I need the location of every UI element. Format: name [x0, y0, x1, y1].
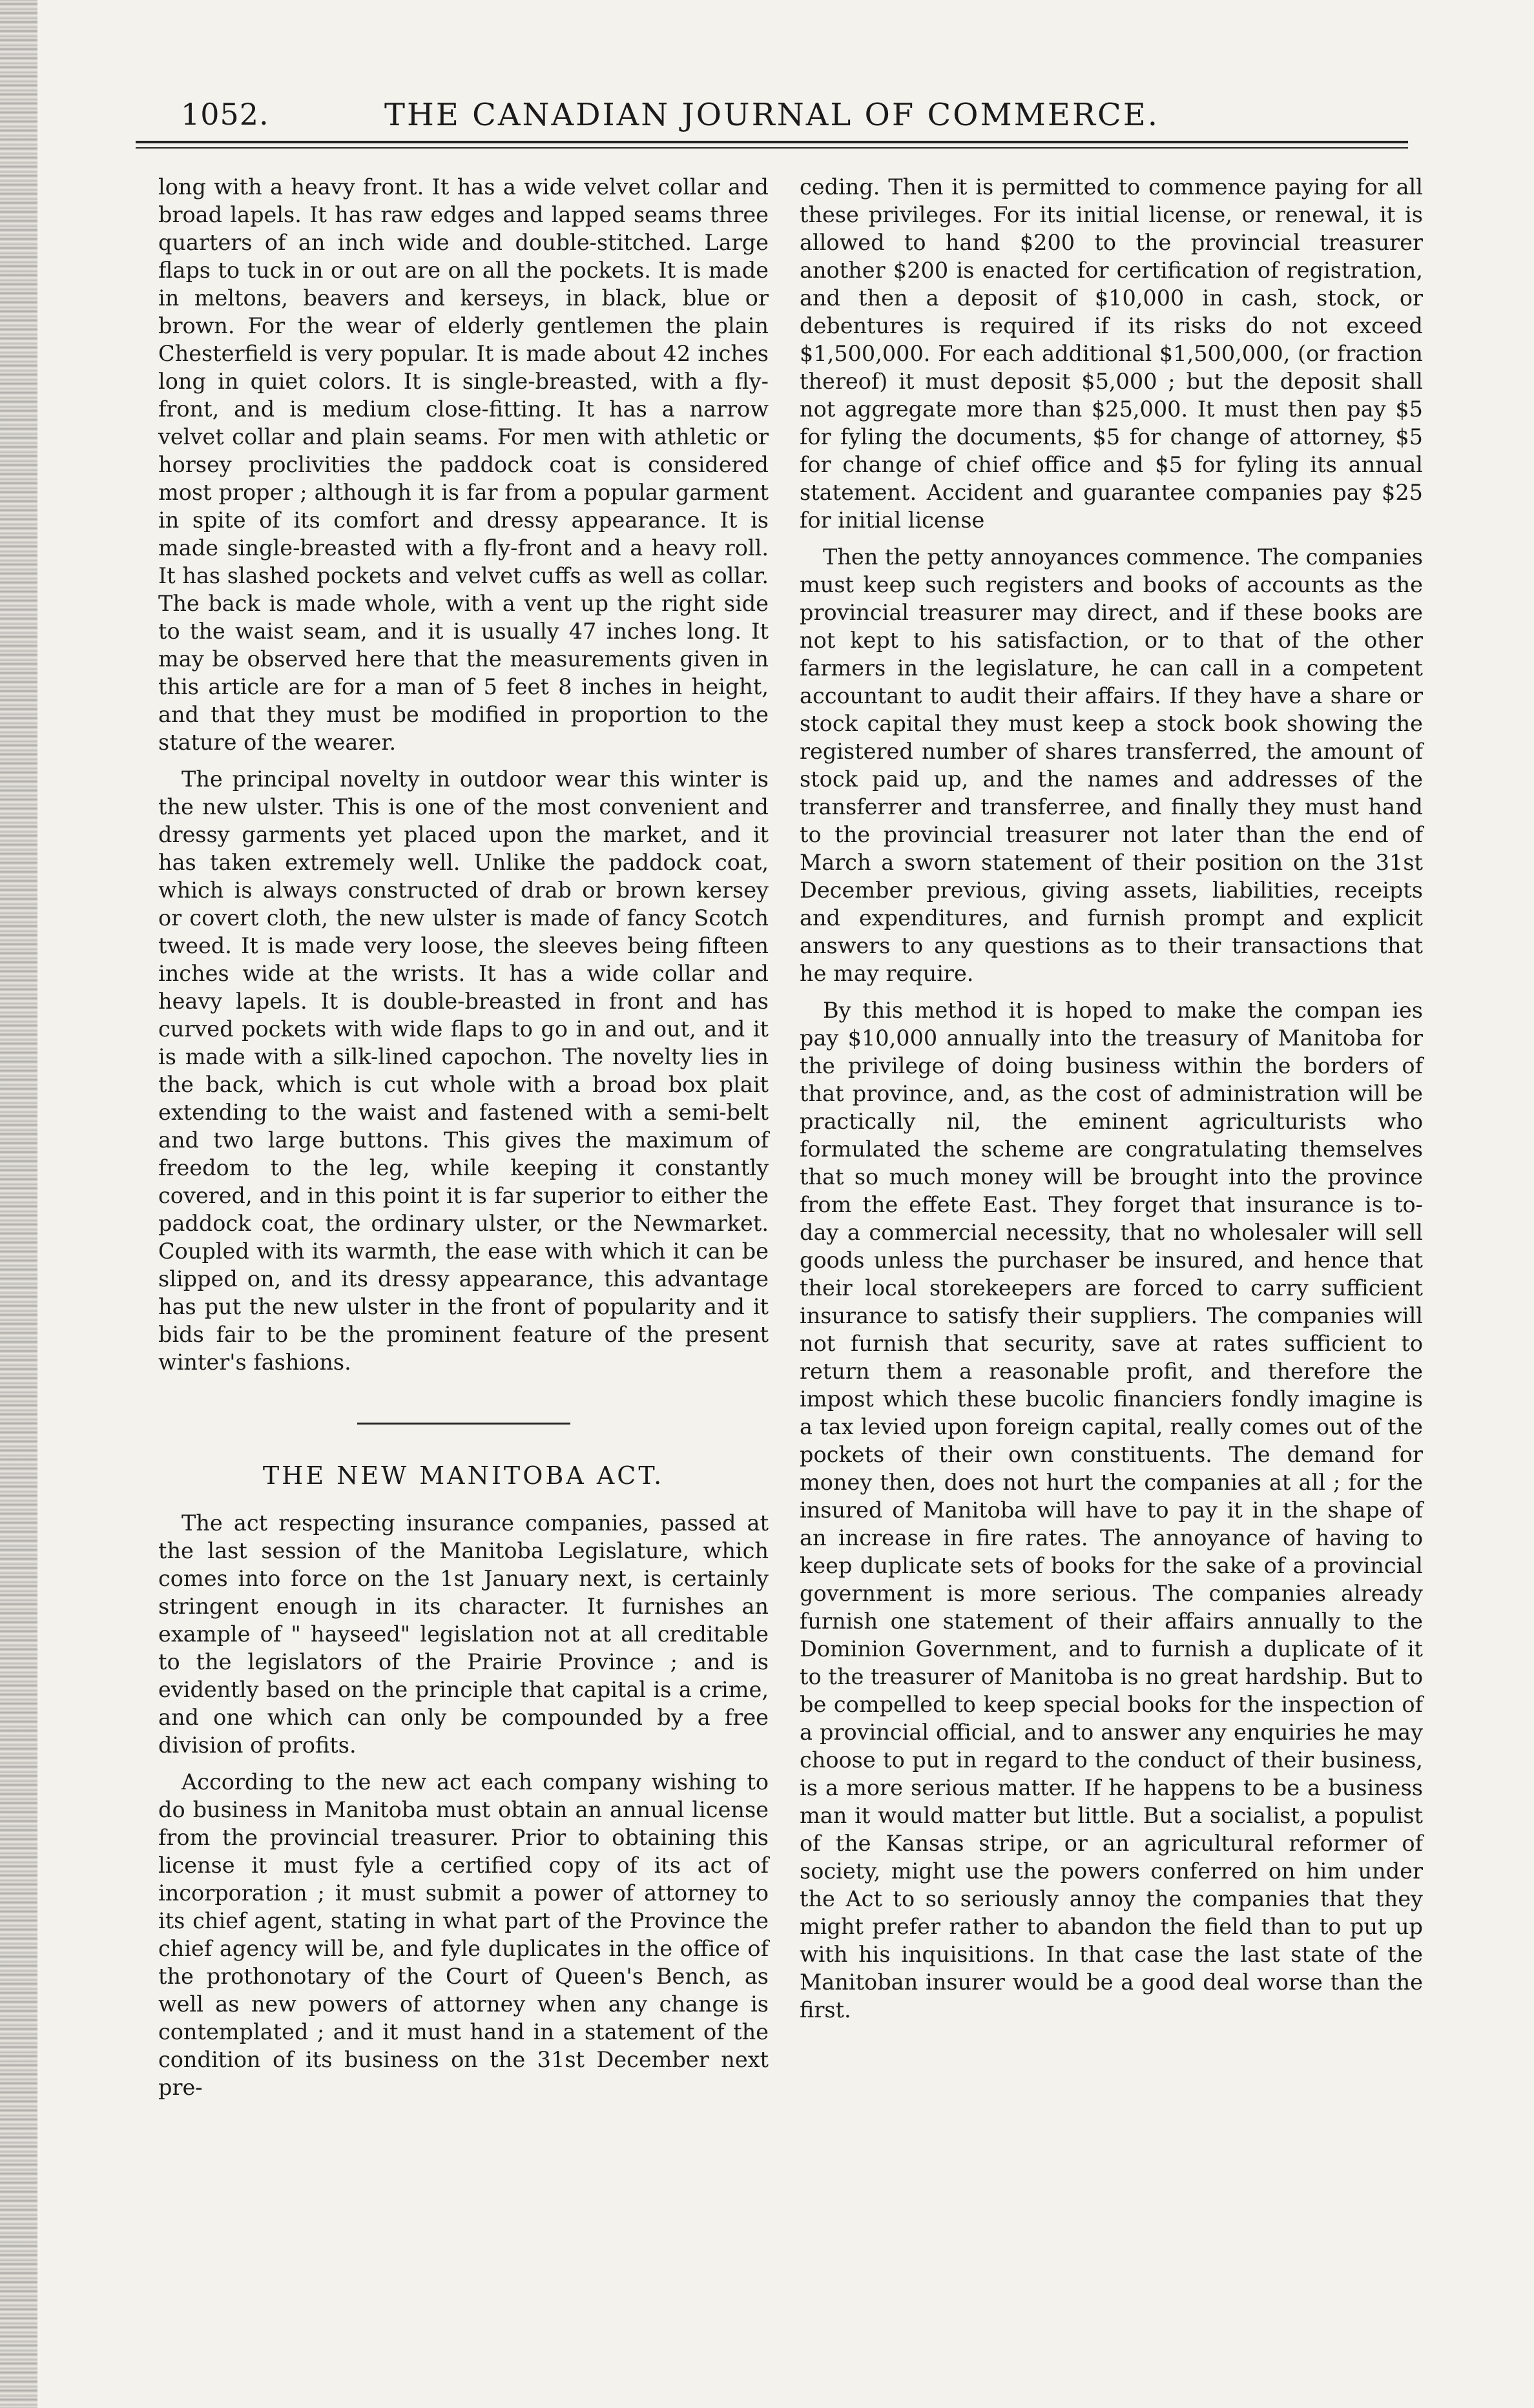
page-number: 1052. — [181, 97, 269, 132]
left-paragraph-1: long with a heavy front. It has a wide velvet collar and broad lapels. It has raw edges and lapped seams three quarters of an inch wide and double-stitched. Large flaps to tuck in or out are on all the pockets. It is made in meltons, beavers and kerseys, in black, blue or brown. For the wear of elderly gentlemen the plain Chesterfield is very popular. It is made about 42 inches long in quiet colors. It is single-breasted, with a fly-front, and is medium close-fitting. It has a narrow velvet collar and plain seams. For men with athletic or horsey proclivities the paddock coat is considered most proper ; although it is far from a popular garment in spite of its comfort and dressy appearance. It is made single-breasted with a fly-front and a heavy roll. It has slashed pockets and velvet cuffs as well as collar. The back is made whole, with a vent up the right side to the waist seam, and it is usually 47 inches long. It may be observed here that the measurements given in this article are for a man of 5 feet 8 inches in height, and that they must be modified in proportion to the stature of the wearer. — [158, 174, 769, 755]
page-header — [136, 97, 1408, 136]
right-paragraph-1: ceding. Then it is permitted to commence paying for all these privileges. For its initial license, or renewal, it is allowed to hand $200 to the provincial treasurer another $200 is enacted for certification of registration, and then a deposit of $10,000 in cash, stock, or debentures is required if its risks do not exceed $1,500,000. For each additional $1,500,000, (or fraction thereof) it must deposit $5,000 ; but the deposit shall not aggregate more than $25,000. It must then pay $5 for fyling the documents, $5 for change of attorney, $5 for change of chief office and $5 for fyling its annual statement. Accident and guarantee companies pay $25 for initial license — [800, 174, 1423, 533]
left-column — [158, 173, 769, 2110]
header-rule-thin — [136, 147, 1408, 149]
article-separator — [357, 1423, 570, 1425]
journal-title: THE CANADIAN JOURNAL OF COMMERCE. — [384, 97, 1160, 133]
article-heading: THE NEW MANITOBA ACT. — [262, 1461, 665, 1490]
right-paragraph-2: Then the petty annoyances commence. The companies must keep such registers and books of accounts as the provincial treasurer may direct, and if these books are not kept to his satisfaction, or to that of the other farmers in the legislature, he can call in a competent accountant to audit their affairs. If they have a share or stock capital they must keep a stock book showing the registered number of shares transferred, the amount of stock paid up, and the names and addresses of the transferrer and transferree, and finally they must hand to the provincial treasurer not later than the end of March a sworn statement of their position on the 31st December previous, giving assets, liabilities, receipts and expenditures, and furnish prompt and explicit answers to any questions as to their transactions that he may require. — [800, 544, 1424, 986]
left-paragraph-3: The act respecting insurance companies, passed at the last session of the Manitoba Legislature, which comes into force on the 1st January next, is certainly stringent enough in its character. It furnishes an example of " hayseed" legislation not at all creditable to the legislators of the Prairie Province ; and is evidently based on the principle that capital is a crime, and one which can only be compounded by a free division of profits. — [158, 1510, 769, 1758]
left-paragraph-2: The principal novelty in outdoor wear this winter is the new ulster. This is one of the most convenient and dressy garments yet placed upon the market, and it has taken extremely well. Unlike the paddock coat, which is always constructed of drab or brown kersey or covert cloth, the new ulster is made of fancy Scotch tweed. It is made very loose, the sleeves being fifteen inches wide at the wrists. It has a wide collar and heavy lapels. It is double-breasted in front and has curved pockets with wide flaps to go in and out, and it is made with a silk-lined capochon. The novelty lies in the back, which is cut whole with a broad box plait extending to the waist and fastened with a semi-belt and two large buttons. This gives the maximum of freedom to the leg, while keeping it constantly covered, and in this point it is far superior to either the paddock coat, the ordinary ulster, or the Newmarket. Coupled with its warmth, the ease with which it can be slipped on, and its dressy appearance, this advantage has put the new ulster in the front of popularity and it bids fair to be the prominent feature of the present winter's fashions. — [158, 767, 769, 1375]
scan-edge-shadow — [0, 0, 37, 2408]
right-column — [800, 173, 1423, 2033]
right-paragraph-3: By this method it is hoped to make the compan ies pay $10,000 annually into the treasury of Manitoba for the privilege of doing business within the borders of that province, and, as the cost of administration will be practically nil, the eminent agriculturists who formulated the scheme are congratulating themselves that so much money will be brought into the province from the effete East. They forget that insurance is to-day a commercial necessity, that no wholesaler will sell goods unless the purchaser be insured, and hence that their local storekeepers are forced to carry sufficient insurance to satisfy their suppliers. The companies will not furnish that security, save at rates sufficient to return them a reasonable profit, and therefore the impost which these bucolic financiers fondly imagine is a tax levied upon foreign capital, really comes out of the pockets of their own constituents. The demand for money then, does not hurt the companies at all ; for the insured of Manitoba will have to pay it in the shape of an increase in fire rates. The annoyance of having to keep duplicate sets of books for the sake of a provincial government is more serious. The companies already furnish one statement of their affairs annually to the Dominion Government, and to furnish a duplicate of it to the treasurer of Manitoba is no great hardship. But to be compelled to keep special books for the inspection of a provincial official, and to answer any enquiries he may choose to put in regard to the conduct of their business, is a more serious matter. If he happens to be a business man it would matter but little. But a socialist, a populist of the Kansas stripe, or an agricultural reformer of society, might use the powers conferred on him under the Act to so seriously annoy the companies that they might prefer rather to abandon the field than to put up with his inquisitions. In that case the last state of the Manitoban insurer would be a good deal worse than the first. — [800, 998, 1423, 2022]
left-paragraph-4: According to the new act each company wishing to do business in Manitoba must obtain an annual license from the provincial treasurer. Prior to obtaining this license it must fyle a certified copy of its act of incorporation ; it must submit a power of attorney to its chief agent, stating in what part of the Province the chief agency will be, and fyle duplicates in the office of the prothonotary of the Court of Queen's Bench, as well as new powers of attorney when any change is contemplated ; and it must hand in a statement of the condition of its business on the 31st December next pre- — [158, 1769, 769, 2100]
header-rule-thick — [136, 141, 1408, 143]
